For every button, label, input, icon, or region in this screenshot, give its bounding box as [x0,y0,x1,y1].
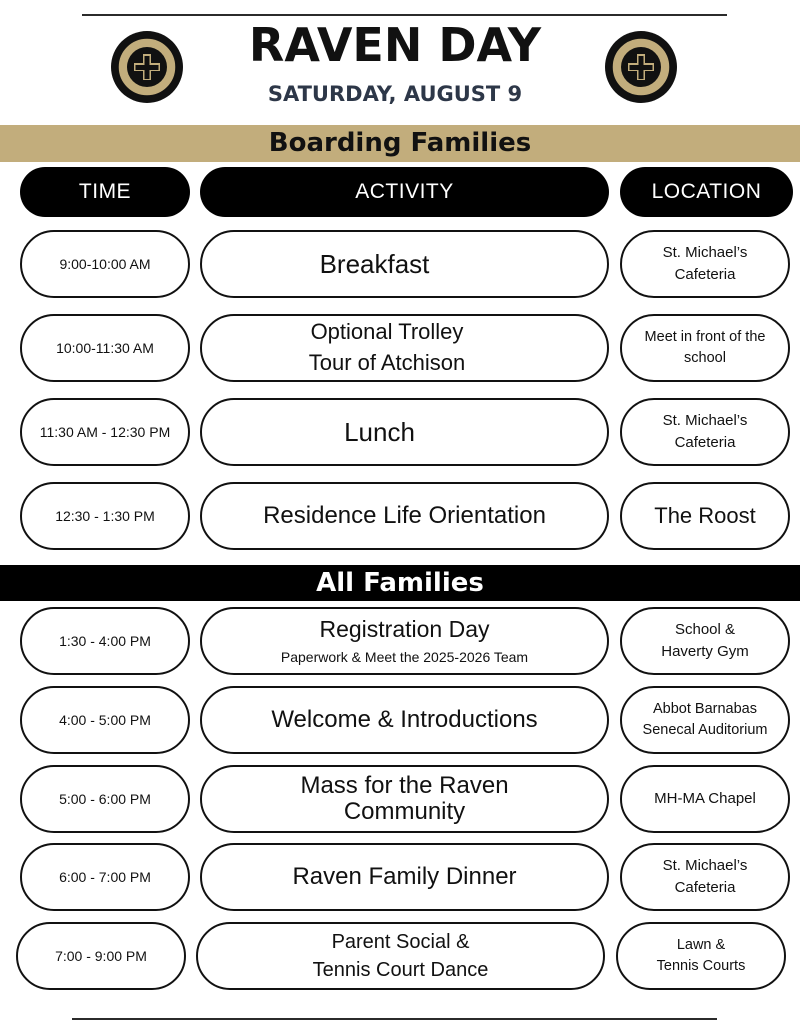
activity-line: Breakfast [319,248,430,279]
location-line: MH-MA Chapel [654,790,756,808]
location-cell [620,314,790,382]
top-divider [82,14,727,16]
activity-line: Lunch [344,416,415,447]
location-cell [620,398,790,466]
location-cell [620,482,790,550]
time-cell: 7:00 - 9:00 PM [16,922,186,990]
activity-line: Optional Trolley [310,319,464,345]
activity-cell [196,922,605,990]
activity-line: Welcome & Introductions [271,706,538,734]
page-title: RAVEN DAY [248,18,542,72]
location-line: St. Michael’s [662,857,748,875]
location-line: Abbot Barnabas [653,700,757,717]
location-line: Cafeteria [674,434,736,451]
column-header-location: LOCATION [620,167,793,217]
time-cell: 1:30 - 4:00 PM [20,607,190,675]
section-banner-boarding: Boarding Families [0,125,800,162]
activity-line: Tour of Atchison [308,350,466,375]
activity-subtitle: Paperwork & Meet the 2025-2026 Team [280,648,529,665]
time-cell: 12:30 - 1:30 PM [20,482,190,550]
location-cell [620,765,790,833]
activity-cell [200,843,609,911]
activity-line: Residence Life Orientation [263,502,546,530]
location-line: Cafeteria [674,879,736,896]
location-line: Lawn & [676,936,726,953]
time-cell: 6:00 - 7:00 PM [20,843,190,911]
location-line: The Roost [654,503,756,529]
activity-cell [200,230,609,298]
section-banner-all: All Families [0,565,800,601]
time-cell: 4:00 - 5:00 PM [20,686,190,754]
location-line: Meet in front of the [644,328,766,345]
location-line: School & [674,621,736,639]
column-header-time: TIME [20,167,190,217]
activity-cell [200,765,609,833]
event-date: SATURDAY, AUGUST 9 [267,82,523,106]
column-header-activity: ACTIVITY [200,167,609,217]
location-line: Tennis Courts [656,958,746,974]
location-line: St. Michael’s [662,244,748,262]
bottom-divider [72,1018,717,1020]
activity-line: Parent Social & [331,931,470,953]
activity-cell [200,398,609,466]
location-line: school [684,350,726,366]
location-line: Senecal Auditorium [642,722,768,738]
time-cell: 10:00-11:30 AM [20,314,190,382]
location-cell [620,686,790,754]
activity-cell [200,314,609,382]
activity-line: Mass for the Raven [300,771,509,799]
time-cell: 5:00 - 6:00 PM [20,765,190,833]
activity-line: Raven Family Dinner [292,863,517,891]
activity-cell [200,607,609,675]
location-line: Cafeteria [674,266,736,283]
activity-cell [200,686,609,754]
location-cell [620,230,790,298]
activity-line: Community [343,798,466,825]
location-line: Haverty Gym [661,643,749,660]
location-cell [620,843,790,911]
time-cell: 9:00-10:00 AM [20,230,190,298]
time-cell: 11:30 AM - 12:30 PM [20,398,190,466]
location-cell [616,922,786,990]
activity-line: Tennis Court Dance [312,959,489,981]
activity-cell [200,482,609,550]
activity-line: Registration Day [319,616,490,643]
location-cell [620,607,790,675]
location-line: St. Michael’s [662,412,748,430]
